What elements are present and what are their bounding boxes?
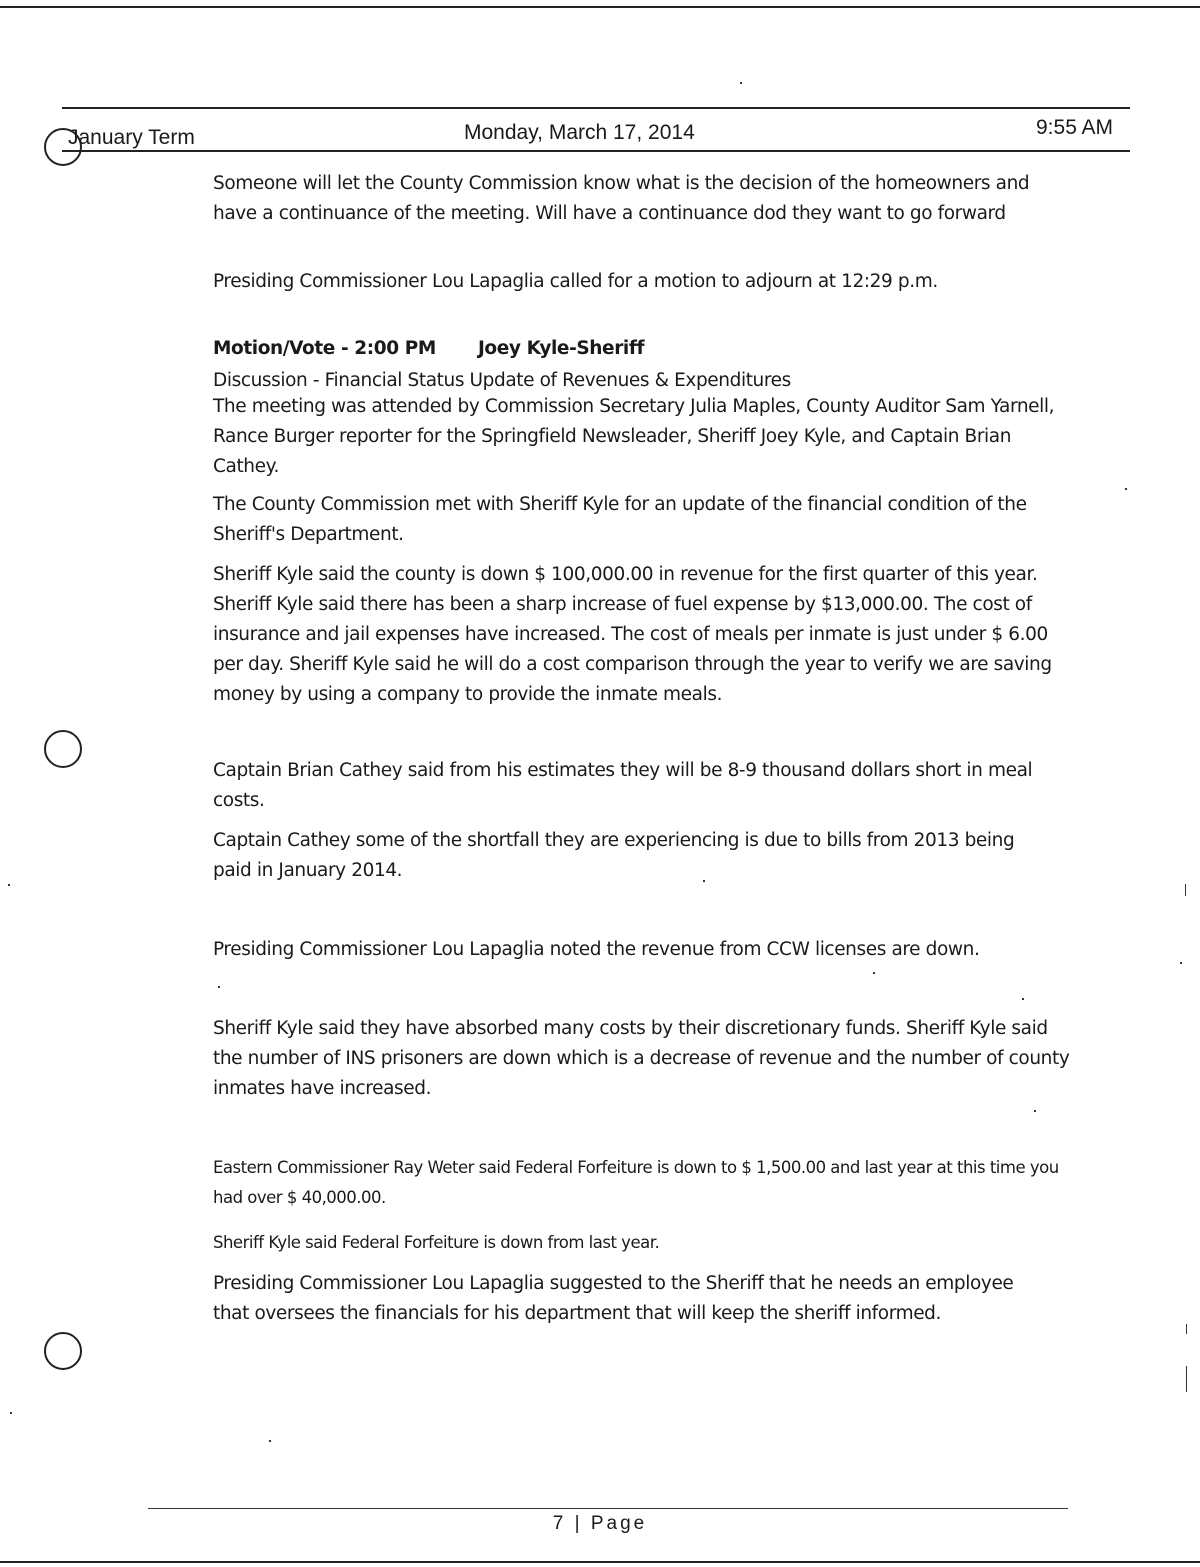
punch-hole-middle xyxy=(44,730,82,768)
scan-mark xyxy=(1186,1366,1187,1392)
scan-speck xyxy=(740,82,742,84)
minutes-paragraph: Sheriff Kyle said they have absorbed many costs by their discretionary funds. Sheriff Kyle said the number of INS prisoners are down which is a decrease of revenue and the number of county inmates have increased. xyxy=(213,1018,1070,1099)
header-time: 9:55 AM xyxy=(1036,116,1114,139)
punch-hole-bottom xyxy=(44,1332,82,1370)
minutes-paragraph: The County Commission met with Sheriff Kyle for an update of the financial condition of the Sheriff's Department. xyxy=(213,494,1027,545)
scan-speck xyxy=(873,972,875,974)
scan-border-bottom xyxy=(0,1561,1200,1563)
paragraph-adjourn: Presiding Commissioner Lou Lapaglia called for a motion to adjourn at 12:29 p.m. xyxy=(213,271,938,292)
minutes-paragraph: Eastern Commissioner Ray Weter said Federal Forfeiture is down to $ 1,500.00 and last year at this time you had over $ 40,000.00. xyxy=(213,1158,1059,1207)
minutes-paragraph: Presiding Commissioner Lou Lapaglia suggested to the Sheriff that he needs an employee that oversees the financials for his department that will keep the sheriff informed. xyxy=(213,1273,1014,1324)
scan-speck xyxy=(703,880,705,882)
paragraph-continuance: Someone will let the County Commission know what is the decision of the homeowners and have a continuance of the meeting. Will have a continuance dod they want to go forward xyxy=(213,173,1030,224)
scan-speck xyxy=(10,1412,12,1414)
scan-speck xyxy=(269,1440,271,1442)
footer-rule xyxy=(148,1508,1068,1509)
scan-speck xyxy=(8,884,10,886)
minutes-paragraph: Presiding Commissioner Lou Lapaglia noted the revenue from CCW licenses are down. xyxy=(213,939,980,960)
scan-speck xyxy=(1125,488,1127,490)
scan-mark xyxy=(1186,1324,1187,1334)
scan-speck xyxy=(1180,962,1182,964)
scan-border-top xyxy=(0,6,1200,8)
scan-speck xyxy=(1022,998,1024,1000)
minutes-paragraph: Sheriff Kyle said Federal Forfeiture is down from last year. xyxy=(213,1233,660,1252)
header-date: Monday, March 17, 2014 xyxy=(464,121,695,144)
page-number: 7 | Page xyxy=(552,1513,648,1534)
scan-speck xyxy=(1034,1110,1036,1112)
header-rule-bottom xyxy=(62,150,1130,152)
scan-speck xyxy=(218,986,220,988)
scan-mark xyxy=(1185,884,1186,896)
minutes-paragraph: Captain Cathey some of the shortfall they are experiencing is due to bills from 2013 being paid in January 2014. xyxy=(213,830,1015,881)
agenda-item-heading xyxy=(213,338,644,359)
agenda-item-presenter: Joey Kyle-Sheriff xyxy=(477,338,645,359)
agenda-item-type: Motion/Vote - 2:00 PM xyxy=(213,338,436,359)
header-term: January Term xyxy=(68,126,195,149)
agenda-item-attendance: The meeting was attended by Commission Secretary Julia Maples, County Auditor Sam Yarnell, Rance Burger reporter for the Springfield Newsleader, Sheriff Joey Kyle, and Captain Brian Cathey. xyxy=(213,396,1055,477)
minutes-paragraph: Sheriff Kyle said the county is down $ 100,000.00 in revenue for the first quarter of this year. Sheriff Kyle said there has been a sharp increase of fuel expense by $13,000.00. The cost of insurance and jail expenses have increased. The cost of meals per inmate is just under $ 6.00 per day. Sheriff Kyle said he will do a cost comparison through the year to verify we are saving money by using a company to provide the inmate meals. xyxy=(213,564,1052,705)
minutes-paragraph: Captain Brian Cathey said from his estimates they will be 8-9 thousand dollars short in meal costs. xyxy=(213,760,1033,811)
agenda-item-discussion: Discussion - Financial Status Update of Revenues & Expenditures xyxy=(213,370,791,391)
header-rule-top xyxy=(62,107,1130,109)
